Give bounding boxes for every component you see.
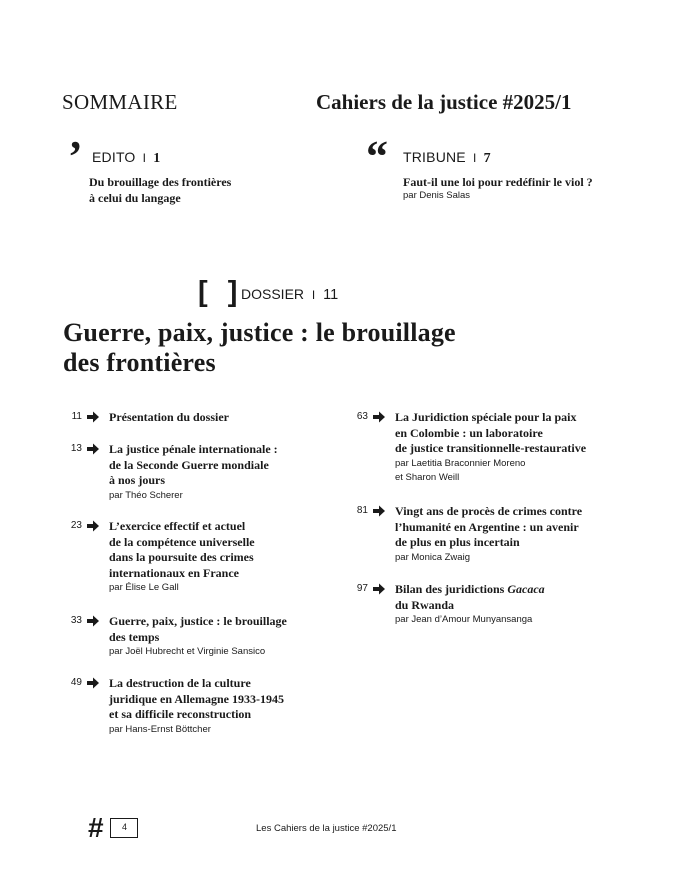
dossier-title-line: Guerre, paix, justice : le brouillage xyxy=(63,318,456,347)
entry-title-line: en Colombie : un laboratoire xyxy=(395,425,543,440)
entry-title xyxy=(109,614,319,645)
toc-entry[interactable] xyxy=(64,410,319,426)
quotation-mark-icon: “ xyxy=(366,132,388,181)
entry-title xyxy=(109,676,319,723)
tribune-page-number: 7 xyxy=(483,151,491,166)
arrow-right-icon xyxy=(372,582,386,596)
entry-title-line: des temps xyxy=(109,629,160,644)
separator: I xyxy=(311,288,316,302)
arrow-right-icon xyxy=(86,519,100,533)
toc-entry[interactable] xyxy=(350,582,640,627)
toc-entry[interactable] xyxy=(64,676,319,737)
entry-title-text: Bilan des juridictions xyxy=(395,582,508,596)
entry-title xyxy=(109,519,319,581)
entry-title-line: La Juridiction spéciale pour la paix xyxy=(395,410,577,424)
entry-page-number: 63 xyxy=(356,411,368,422)
bracket-icon: [ ] xyxy=(198,276,244,308)
entry-title-line: et sa difficile reconstruction xyxy=(109,707,252,721)
tribune-label: TRIBUNE xyxy=(403,149,466,165)
toc-entry[interactable] xyxy=(64,442,319,503)
entry-page-number: 81 xyxy=(356,505,368,516)
dossier-title-line: des frontières xyxy=(63,348,216,377)
entry-page-number: 11 xyxy=(71,411,82,422)
tribune-author: par Denis Salas xyxy=(403,190,471,201)
entry-title-line: de la compétence universelle xyxy=(109,534,255,549)
footer-page-number: 4 xyxy=(110,818,138,838)
arrow-right-icon xyxy=(86,442,100,456)
entry-title-line: à nos jours xyxy=(109,473,166,487)
issue-title: Cahiers de la justice #2025/1 xyxy=(316,90,572,114)
entry-author: par Hans-Ernst Böttcher xyxy=(109,723,211,735)
edito-heading xyxy=(92,149,160,167)
entry-author: par Joël Hubrecht et Virginie Sansico xyxy=(109,646,266,657)
apostrophe-mark-icon: ’ xyxy=(68,132,83,181)
entry-author: par Jean d’Amour Munyansanga xyxy=(395,614,533,625)
entry-page-number: 33 xyxy=(70,615,82,626)
entry-title-line xyxy=(395,582,640,598)
toc-entry[interactable] xyxy=(64,519,319,595)
entry-author: par Laetitia Braconnier Moreno xyxy=(395,457,526,469)
entry-title-line: du Rwanda xyxy=(395,597,455,612)
tribune-text[interactable]: Faut-il une loi pour redéfinir le viol ? xyxy=(403,175,593,189)
entry-page-number: 13 xyxy=(70,443,82,454)
toc-entry[interactable] xyxy=(350,410,640,485)
entry-title-italic: Gacaca xyxy=(507,582,545,596)
footer-journal-title: Les Cahiers de la justice #2025/1 xyxy=(256,823,397,834)
entry-title-line: Guerre, paix, justice : le brouillage xyxy=(109,614,287,628)
entry-title xyxy=(395,410,640,457)
dossier-label: DOSSIER xyxy=(241,286,305,302)
entry-title-line: La destruction de la culture xyxy=(109,676,251,690)
edito-label: EDITO xyxy=(92,149,136,165)
edito-text-line: à celui du langage xyxy=(89,191,181,205)
page-heading-sommaire: SOMMAIRE xyxy=(62,90,178,114)
entry-title-line: L’exercice effectif et actuel xyxy=(109,519,246,533)
entry-title-line: de plus en plus incertain xyxy=(395,535,520,549)
arrow-right-icon xyxy=(372,504,386,518)
entry-title-line: de la Seconde Guerre mondiale xyxy=(109,457,269,472)
entry-page-number: 23 xyxy=(70,520,82,531)
arrow-right-icon xyxy=(86,410,100,424)
entry-title-line: juridique en Allemagne 1933-1945 xyxy=(109,691,285,706)
entry-title-line: de justice transitionnelle-restaurative xyxy=(395,441,587,455)
toc-entry[interactable] xyxy=(350,504,640,565)
entry-title xyxy=(395,582,640,613)
entry-title-line: dans la poursuite des crimes xyxy=(109,550,254,564)
separator: I xyxy=(472,151,477,165)
entry-title-line: l’humanité en Argentine : un avenir xyxy=(395,519,579,534)
arrow-right-icon xyxy=(372,410,386,424)
separator: I xyxy=(142,151,147,165)
entry-title-line: La justice pénale internationale : xyxy=(109,442,278,456)
tribune-heading xyxy=(403,149,491,167)
arrow-right-icon xyxy=(86,614,100,628)
toc-entry[interactable] xyxy=(64,614,319,659)
entry-title xyxy=(395,504,640,551)
edito-text[interactable] xyxy=(89,174,289,206)
entry-title-line: internationaux en France xyxy=(109,565,239,580)
entry-title xyxy=(109,410,319,426)
entry-title-line: Présentation du dossier xyxy=(109,410,229,424)
dossier-title xyxy=(63,318,623,378)
entry-title xyxy=(109,442,319,489)
entry-author: et Sharon Weill xyxy=(395,471,460,483)
dossier-page-number: 11 xyxy=(323,287,339,303)
arrow-right-icon xyxy=(86,676,100,690)
entry-author: par Monica Zwaig xyxy=(395,551,470,563)
entry-page-number: 97 xyxy=(356,583,368,594)
dossier-heading xyxy=(241,286,338,303)
edito-text-line: Du brouillage des frontières xyxy=(89,175,232,189)
entry-title-line: Vingt ans de procès de crimes contre xyxy=(395,504,583,518)
entry-author: par Élise Le Gall xyxy=(109,582,179,593)
entry-page-number: 49 xyxy=(70,677,82,688)
entry-author: par Théo Scherer xyxy=(109,489,183,501)
hash-icon: # xyxy=(88,812,104,843)
edito-page-number: 1 xyxy=(153,151,161,166)
